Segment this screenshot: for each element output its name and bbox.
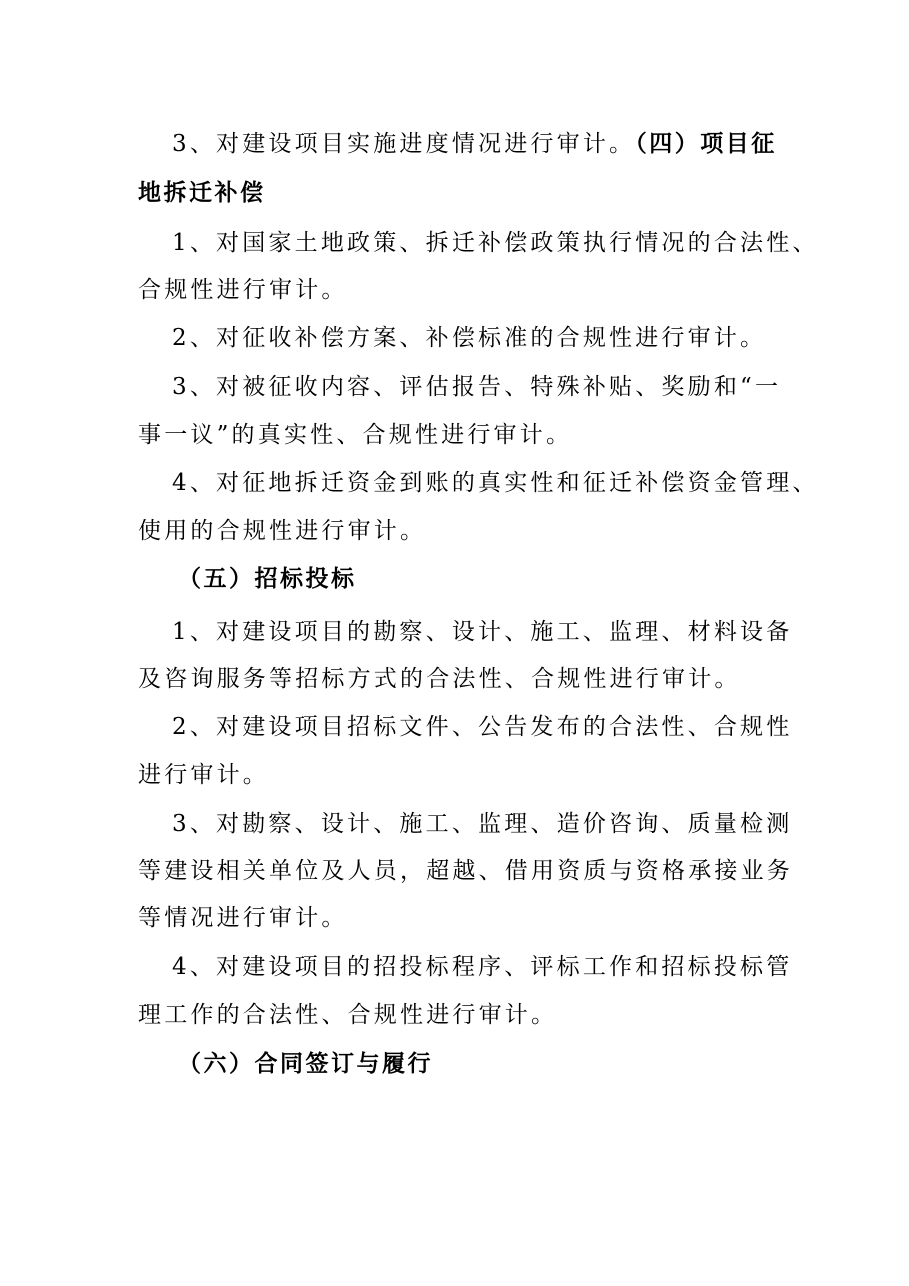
paragraph-line: 合规性进行审计。 <box>138 277 348 303</box>
section-heading-6: （六）合同签订与履行 <box>178 1051 433 1077</box>
paragraph-line: 2、对征收补偿方案、补偿标准的合规性进行审计。 <box>172 325 767 351</box>
paragraph-line: 理工作的合法性、合规性进行审计。 <box>138 1002 558 1028</box>
paragraph-line: 使用的合规性进行审计。 <box>138 518 427 544</box>
section-heading-4-continued: 地拆迁补偿 <box>138 180 266 206</box>
paragraph-line: 1、对国家土地政策、拆迁补偿政策执行情况的合法性、 <box>172 230 819 256</box>
paragraph-line: 1、对建设项目的勘察、设计、施工、监理、材料设备 <box>172 619 793 645</box>
paragraph-line: 2、对建设项目招标文件、公告发布的合法性、合规性 <box>172 714 793 740</box>
paragraph-line <box>172 129 812 159</box>
section-heading-5: （五）招标投标 <box>178 566 357 592</box>
paragraph-line: 事一议”的真实性、合规性进行审计。 <box>138 422 573 448</box>
paragraph-line: 4、对建设项目的招投标程序、评标工作和招标投标管 <box>172 954 793 980</box>
paragraph-line: 及咨询服务等招标方式的合法性、合规性进行审计。 <box>138 666 741 692</box>
paragraph-line: 进行审计。 <box>138 762 269 788</box>
paragraph-line: 等情况进行审计。 <box>138 905 348 931</box>
paragraph-line: 3、对勘察、设计、施工、监理、造价咨询、质量检测 <box>172 811 793 837</box>
paragraph-line: 4、对征地拆迁资金到账的真实性和征迁补偿资金管理、 <box>172 470 819 496</box>
section-heading-4: （四）项目征 <box>635 131 777 157</box>
paragraph-text: 3、对建设项目实施进度情况进行审计。 <box>172 131 636 157</box>
paragraph-line: 等建设相关单位及人员，超越、借用资质与资格承接业务 <box>138 858 793 884</box>
paragraph-line: 3、对被征收内容、评估报告、特殊补贴、奖励和“一 <box>172 374 782 400</box>
